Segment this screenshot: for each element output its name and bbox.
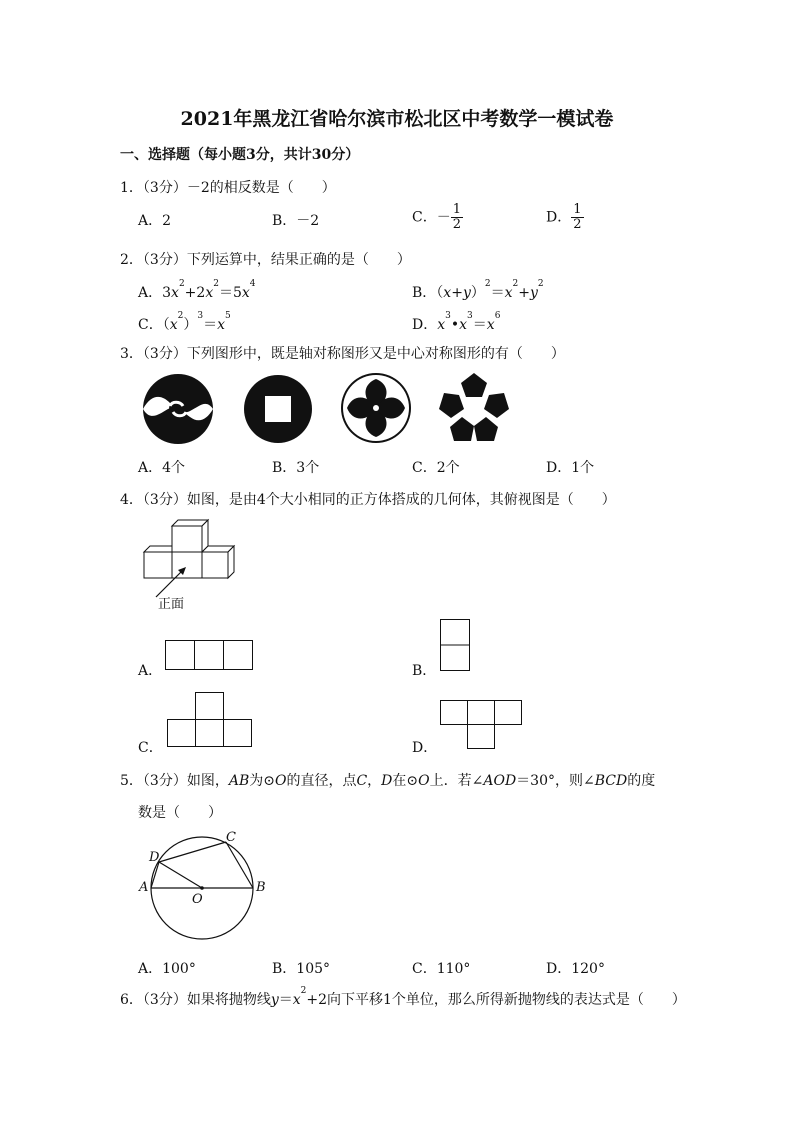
q4-option-b-figure bbox=[440, 619, 470, 671]
q1-option-d[interactable] bbox=[546, 203, 584, 232]
q1-option-c-fraction: $\frac{1}{2}$ bbox=[452, 202, 461, 232]
q5-circle-diagram bbox=[138, 832, 268, 944]
q3-option-d[interactable]: D．1个 bbox=[546, 460, 595, 476]
q3-figure-2-coin-circle bbox=[242, 373, 314, 445]
q4-option-d[interactable]: D． bbox=[412, 740, 438, 756]
q3-option-a[interactable]: A．4个 bbox=[138, 460, 186, 476]
q2-option-a[interactable]: A．$3x^2+2x^2=5x^4$ bbox=[138, 279, 256, 301]
question-2-stem: 2．（3分）下列运算中，结果正确的是（ ） bbox=[120, 252, 411, 268]
page-title: 2021年黑龙江省哈尔滨市松北区中考数学一模试卷 bbox=[180, 108, 614, 130]
q1-option-c-prefix: C．－ bbox=[412, 209, 451, 226]
q4-option-c[interactable]: C． bbox=[138, 740, 163, 756]
q4-option-a[interactable]: A． bbox=[138, 663, 163, 679]
q1-option-b[interactable]: B．－2 bbox=[272, 213, 320, 229]
q3-option-b[interactable]: B．3个 bbox=[272, 460, 320, 476]
question-6-stem: 6．（3分）如果将抛物线$y=x^2+2$向下平移1个单位，那么所得新抛物线的表达式是（ ） bbox=[120, 986, 686, 1008]
q1-option-d-fraction: $\frac{1}{2}$ bbox=[573, 202, 582, 232]
q2-option-c[interactable]: C．$(x^2)^3=x^5$ bbox=[138, 311, 231, 333]
q5-option-d[interactable]: D．120° bbox=[546, 961, 605, 977]
q5-label-b: B bbox=[256, 880, 266, 895]
question-3-stem: 3．（3分）下列图形中，既是轴对称图形又是中心对称图形的有（ ） bbox=[120, 346, 565, 362]
q4-option-c-figure bbox=[167, 692, 253, 747]
question-1-stem: 1．（3分）－2的相反数是（ ） bbox=[120, 180, 336, 196]
q5-option-b[interactable]: B．105° bbox=[272, 961, 331, 977]
q1-option-c[interactable] bbox=[412, 203, 463, 232]
q5-label-c: C bbox=[226, 830, 236, 845]
q2-option-b[interactable]: B．$(x+y)^2=x^2+y^2$ bbox=[412, 279, 544, 301]
q3-option-c[interactable]: C．2个 bbox=[412, 460, 460, 476]
question-5-stem-line2: 数是（ ） bbox=[138, 805, 222, 821]
question-5-stem: 5．（3分）如图，AB为⊙O的直径，点C，D在⊙O上．若∠AOD＝30°，则∠BCD的度 bbox=[120, 773, 656, 789]
q3-figure-1-wave-circle bbox=[142, 373, 214, 445]
q4-option-d-figure bbox=[440, 700, 522, 750]
q1-option-d-prefix: D． bbox=[546, 209, 572, 226]
q3-figure-4-pentagon-ring bbox=[437, 371, 511, 443]
q2-option-d[interactable]: D．$x^3•x^3=x^6$ bbox=[412, 311, 501, 333]
q5-label-a: A bbox=[139, 880, 149, 895]
section-heading: 一、选择题（每小题3分，共计30分） bbox=[120, 147, 360, 163]
q5-option-c[interactable]: C．110° bbox=[412, 961, 471, 977]
question-4-stem: 4．（3分）如图，是由4个大小相同的正方体搭成的几何体，其俯视图是（ ） bbox=[120, 492, 616, 508]
q4-option-b[interactable]: B． bbox=[412, 663, 437, 679]
q5-label-d: D bbox=[149, 850, 160, 865]
q1-option-a[interactable]: A．2 bbox=[138, 213, 172, 229]
q5-label-o: O bbox=[192, 892, 203, 907]
q4-option-a-figure bbox=[165, 640, 253, 670]
q5-option-a[interactable]: A．100° bbox=[138, 961, 196, 977]
q3-figure-3-flower-circle bbox=[339, 371, 413, 445]
q4-front-label: 正面 bbox=[158, 597, 185, 612]
